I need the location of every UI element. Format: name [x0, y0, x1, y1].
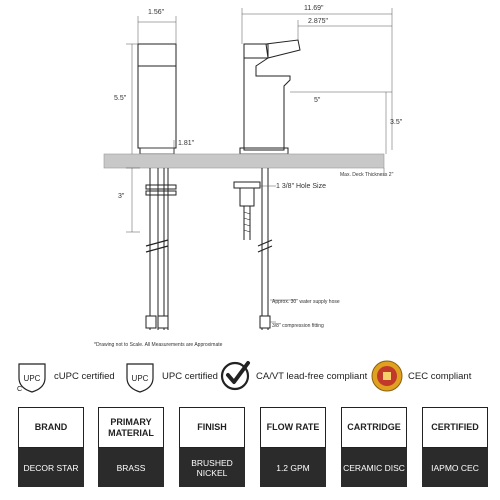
counter-deck	[104, 154, 384, 168]
spec-heading: CERTIFIED	[422, 407, 488, 448]
certification-upc	[122, 356, 218, 396]
cec-seal-icon	[370, 359, 404, 393]
upc-logo-icon	[122, 358, 158, 394]
spec-brand	[18, 407, 84, 487]
spec-heading: FINISH	[179, 407, 245, 448]
upc-label: UPC certified	[162, 370, 218, 382]
certification-lead-free	[218, 356, 367, 396]
spec-cartridge	[341, 407, 407, 487]
dim-spout-length: 2.875"	[308, 18, 329, 25]
spec-boxes-row	[18, 407, 488, 487]
svg-text:UPC: UPC	[131, 374, 149, 383]
checkmark-icon	[218, 359, 252, 393]
dim-handle-width: 1.56"	[148, 9, 165, 16]
dim-shank-length: 3"	[118, 193, 125, 200]
spec-finish	[179, 407, 245, 487]
cupc-label: cUPC certified	[54, 370, 115, 382]
dim-hole-size: 1 3/8" Hole Size	[276, 183, 326, 190]
cupc-logo-icon	[14, 358, 50, 394]
certifications-row	[14, 356, 494, 396]
left-mounting-hardware	[146, 168, 176, 330]
spec-heading: FLOW RATE	[260, 407, 326, 448]
right-mounting-hardware	[234, 168, 272, 330]
dim-base-diameter: 1.81"	[178, 140, 195, 147]
svg-text:C: C	[17, 386, 23, 393]
faucet-profile-view	[240, 40, 300, 154]
certification-cec	[370, 356, 471, 396]
spec-value: CERAMIC DISC	[341, 448, 407, 487]
spec-value: BRASS	[98, 448, 164, 487]
spec-heading: CARTRIDGE	[341, 407, 407, 448]
spec-value: 1.2 GPM	[260, 448, 326, 487]
spec-primary-material	[98, 407, 164, 487]
note-compression-fitting: 3/8" compression fitting	[272, 323, 324, 329]
spec-value: BRUSHED NICKEL	[179, 448, 245, 487]
dim-total-height: 5.5"	[114, 95, 127, 102]
cec-label: CEC compliant	[408, 370, 472, 382]
spec-value: IAPMO CEC	[422, 448, 488, 487]
note-scale-disclaimer: *Drawing not to Scale. All Measurements are Approximate	[94, 342, 223, 348]
dim-spout-height: 3.5"	[390, 119, 403, 126]
dim-spout-reach: 5"	[314, 97, 321, 104]
note-supply-hose: Approx. 30" water supply hose	[272, 299, 340, 305]
faucet-side-view	[138, 44, 176, 154]
certification-cupc	[14, 356, 115, 396]
svg-text:UPC: UPC	[23, 374, 41, 383]
spec-certified	[422, 407, 488, 487]
spec-value: DECOR STAR	[18, 448, 84, 487]
spec-flow-rate	[260, 407, 326, 487]
spec-heading: BRAND	[18, 407, 84, 448]
dim-deck-thickness: Max. Deck Thickness 2"	[340, 172, 394, 178]
dim-overall-length: 11.69"	[304, 5, 324, 12]
lead-free-label: CA/VT lead-free compliant	[256, 370, 368, 382]
spec-heading: PRIMARY MATERIAL	[98, 407, 164, 448]
